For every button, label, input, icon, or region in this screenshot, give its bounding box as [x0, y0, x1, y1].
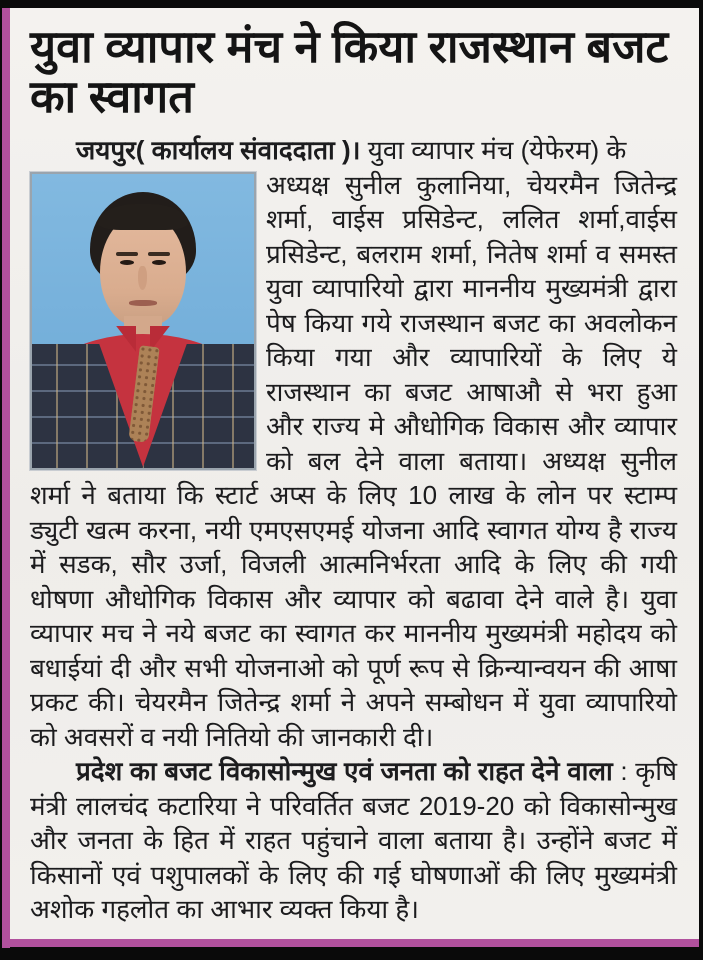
right-black-border: [699, 0, 703, 960]
photo-hair-fringe: [98, 204, 188, 230]
photo-eyebrow-left: [116, 252, 138, 256]
top-black-border: [0, 0, 703, 8]
dateline: जयपुर( कार्यालय संवाददाता )।: [76, 134, 361, 165]
photo-mouth: [129, 300, 157, 306]
left-magenta-border: [2, 8, 10, 948]
dateline-rest: युवा व्यापार मंच (येफेरम) के: [360, 134, 627, 165]
paragraph-2-text: : कृषि मंत्री लालचंद कटारिया ने परिवर्तित बजट 2019-20 को विकासोन्मुख और जनता के हित में राहत पहुंचाने वाला बताया है। उन्होंने बजट में किसानों एवं पशुपालकों के लिए की गई घोषणाओं की लिए मुख्यमंत्री अशोक गहलोत का आभार व्यक्त किया है।: [30, 756, 677, 925]
bottom-black-border: [0, 947, 703, 960]
paragraph-2-lead: प्रदेश का बजट विकासोन्मुख एवं जनता को राहत देने वाला: [76, 756, 613, 787]
photo-eye-right: [152, 260, 166, 265]
article-paper: [10, 8, 699, 939]
dateline-line: [30, 133, 677, 167]
headline: युवा व्यापार मंच ने किया राजस्थान बजट का स्वागत: [30, 21, 669, 123]
photo-eye-left: [120, 260, 134, 265]
article-body: [30, 168, 677, 755]
portrait-photo: [30, 172, 256, 470]
photo-eyebrow-right: [148, 252, 170, 256]
photo-nose: [138, 266, 147, 290]
bottom-magenta-border: [2, 939, 699, 947]
paragraph-2: [30, 754, 677, 927]
paragraph-1-text: अध्यक्ष सुनील कुलानिया, चेयरमैन जितेन्द्र शर्मा, वाईस प्रसिडेन्ट, ललित शर्मा,वाईस प्रसिडेन्ट, बलराम शर्मा, नितेष शर्मा व समस्त युवा व्यापारियो द्वारा माननीय मुख्यमंत्री द्वारा पेष किया गये राजस्थान बजट का अवलोकन किया गया और व्यापारियों के लिए ये राजस्थान का बजट आषाऔ से भरा हुआ और राज्य मे औधोगिक विकास और व्यापार को बल देने वाला बताया। अध्यक्ष सुनील शर्मा ने बताया कि स्टार्ट अप्स के लिए 10 लाख के लोन पर स्टाम्प ड्युटी खत्म करना, नयी एमएसएमई योजना आदि स्वागत योग्य है राज्य में सडक, सौर उर्जा, विजली आत्मनिर्भरता आदि के लिए की गयी धोषणा औधोगिक विकास और व्यापार को बढावा देने वाले है। युवा व्यापार मच ने नये बजट का स्वागत कर माननीय मुख्यमंत्री महोदय को बधाईयां दी और सभी योजनाओ को पूर्ण रूप से क्रिन्यान्वयन की आषा प्रकट की। चेयरमैन जितेन्द्र शर्मा ने अपने सम्बोधन में युवा व्यापारियो को अवसरों व नयी नितियो की जानकारी दी।: [30, 169, 677, 752]
